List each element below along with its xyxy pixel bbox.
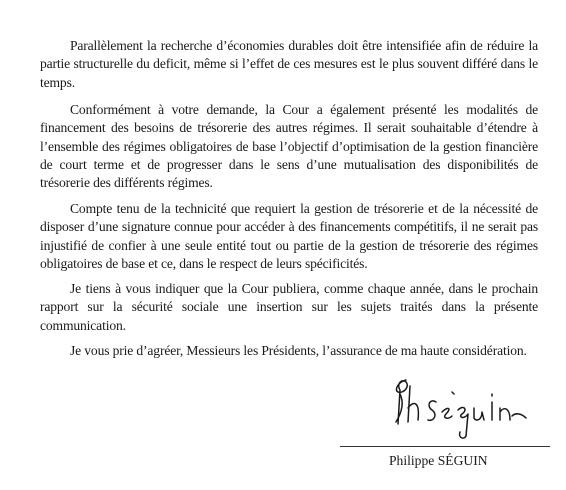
- paragraph-closing: Je vous prie d’agréer, Messieurs les Présidents, l’assurance de ma haute considération.: [70, 343, 527, 358]
- signature-rule: [340, 446, 550, 447]
- paragraph-publication: Je tiens à vous indiquer que la Cour publiera, comme chaque année, dans le prochain rapport sur la sécurité sociale une insertion sur les sujets traités dans la présente communication.: [40, 281, 538, 333]
- signatory-name: Philippe SÉGUIN: [389, 453, 488, 468]
- paragraph-treasury-management: Compte tenu de la technicité que requiert la gestion de trésorerie et de la nécessité de disposer d’une signature connue pour accéder à des financements compétitifs, il ne serait pas injustifié de confier à une seule entité tout ou partie de la gestion de trésorerie des régimes obligatoires de base et ce, dans le respect de leurs spécificités.: [40, 201, 538, 271]
- paragraph-savings: Parallèlement la recherche d’économies durables doit être intensifiée afin de réduire la partie structurelle du deficit, même si l’effet de ces mesures est le plus souvent différé dans le temps.: [40, 38, 538, 90]
- handwritten-signature: [388, 372, 528, 442]
- paragraph-treasury-financing: Conformément à votre demande, la Cour a également présenté les modalités de financement des besoins de trésorerie des autres régimes. Il serait souhaitable d’étendre à l’ensemble des régimes obligatoires de base l’objectif d’optimisation de la gestion financière de court terme et de progresser dans le sens d’une mutualisation des disponibilités de trésorerie des différents régimes.: [40, 102, 538, 191]
